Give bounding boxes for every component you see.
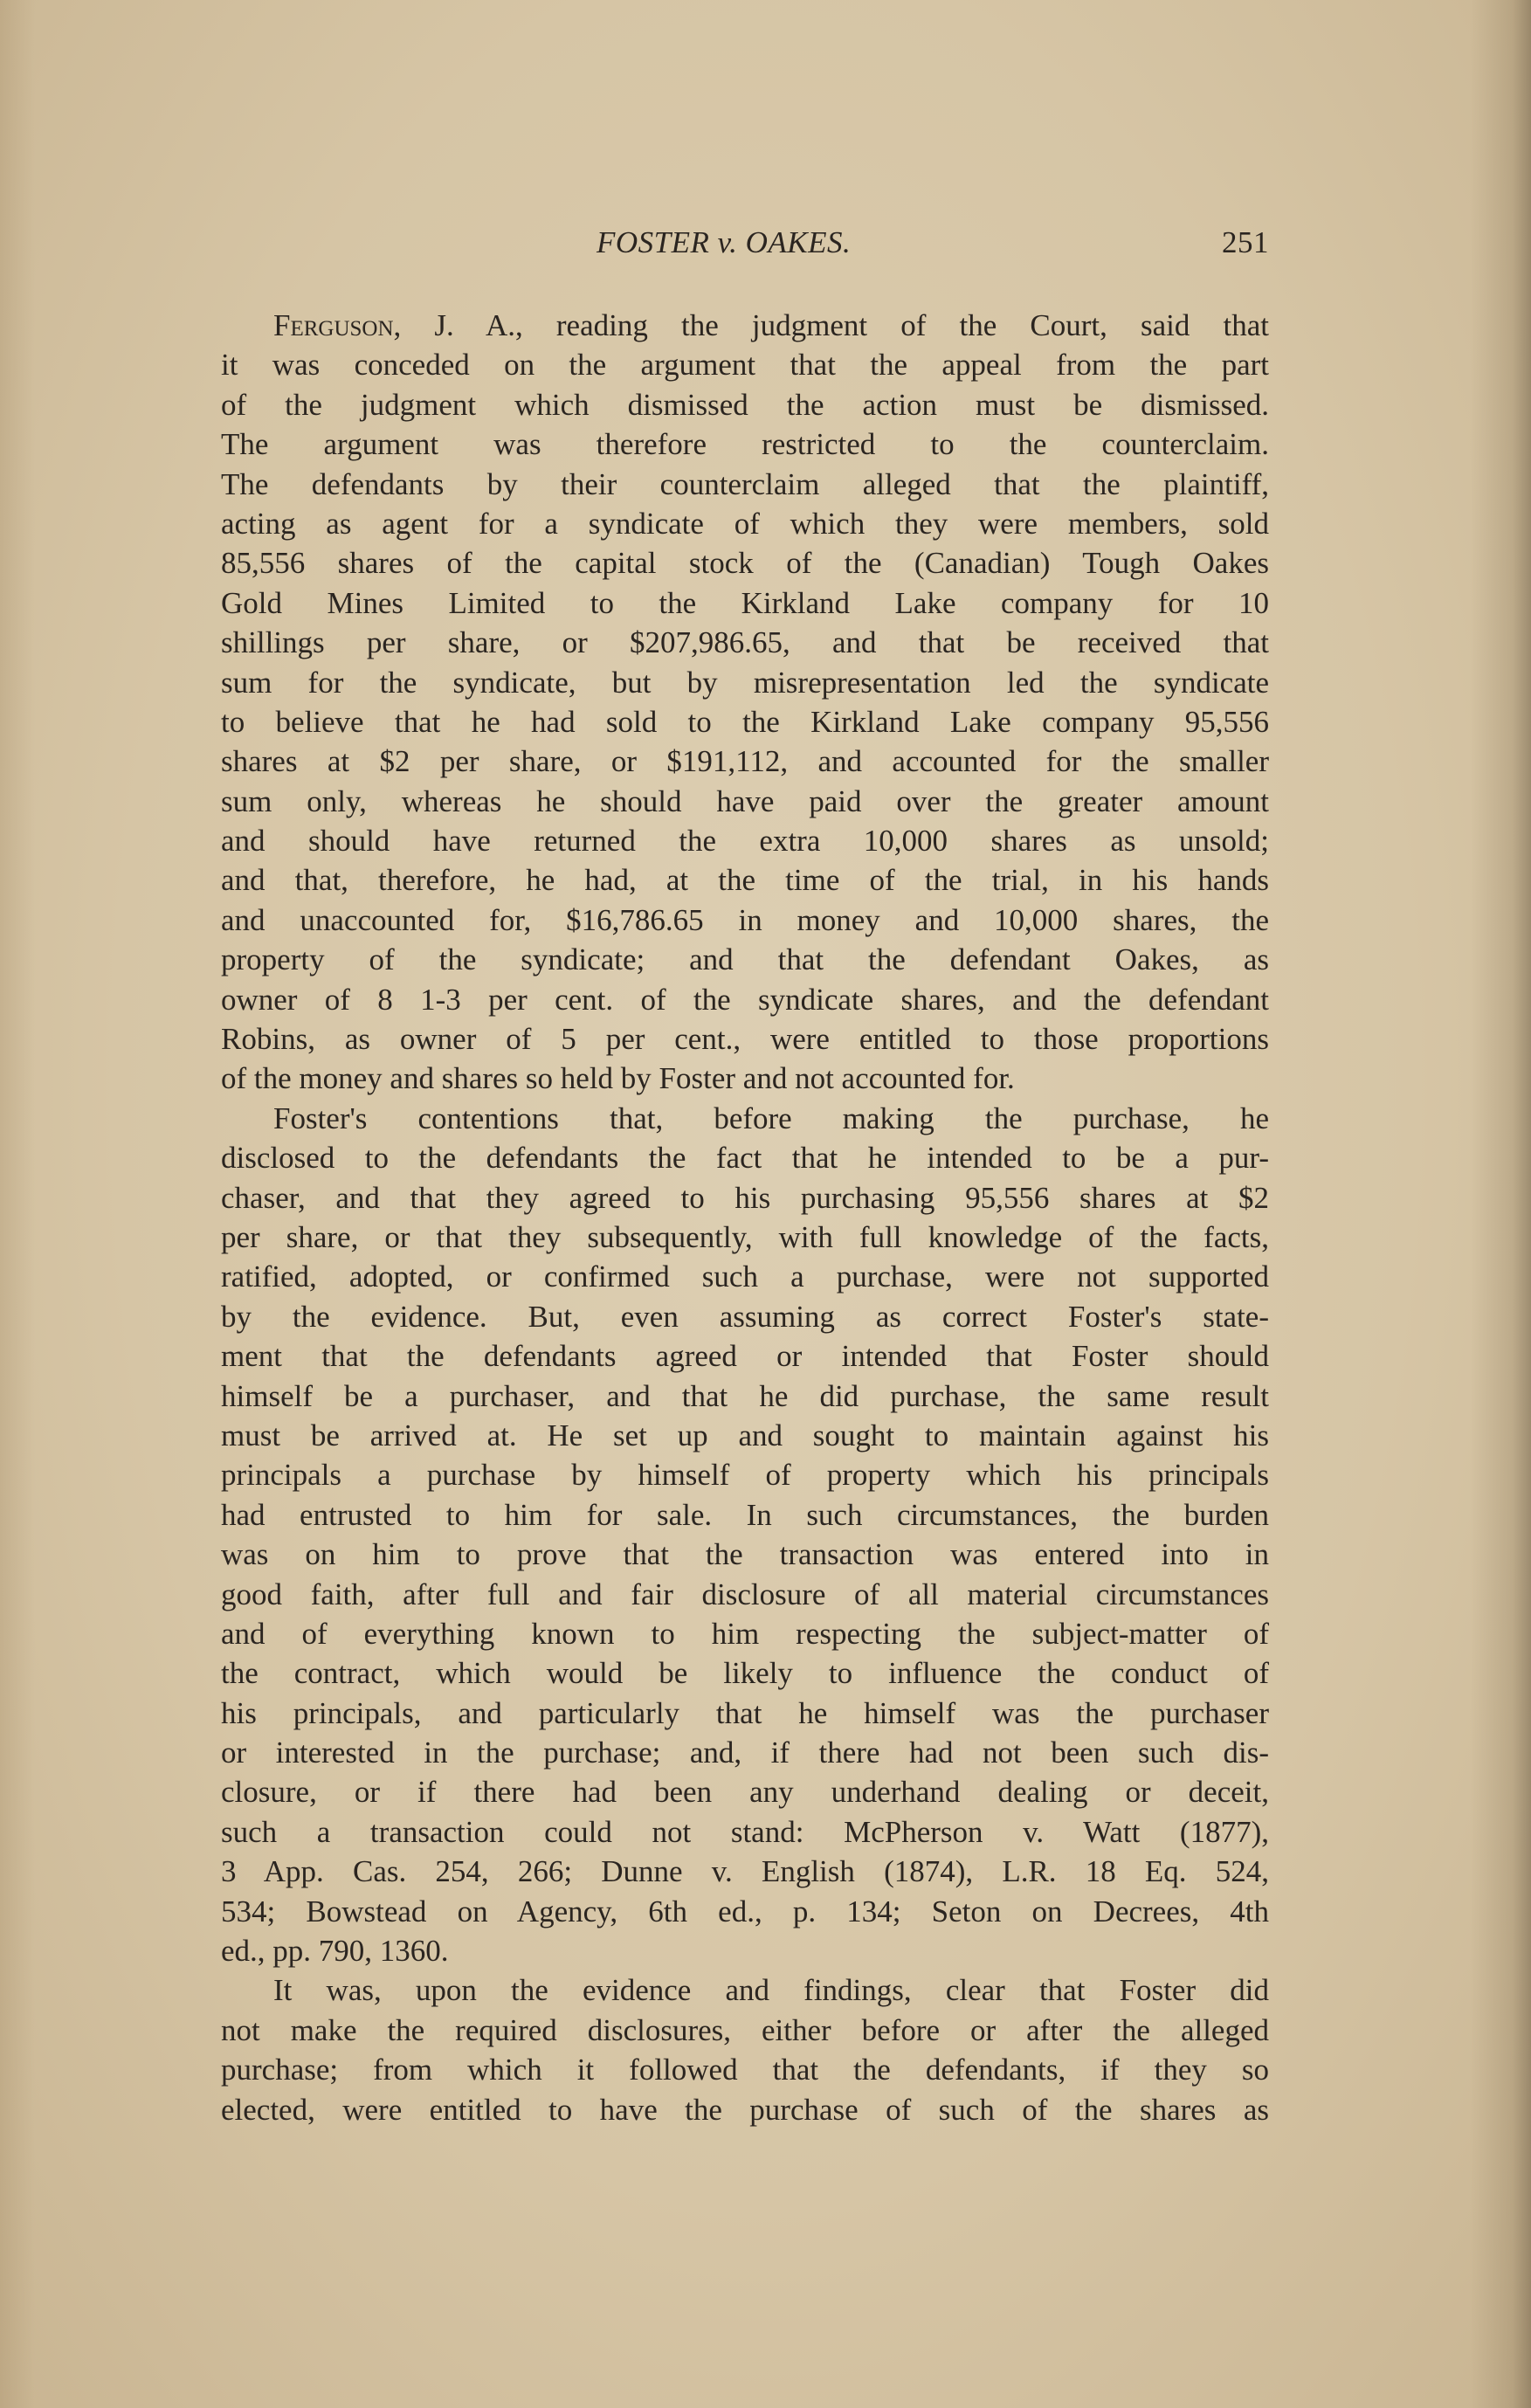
text-line: and of everything known to him respecting the subject-matter of [221, 1616, 1269, 1651]
text-line: not make the required disclosures, either before or after the alleged [221, 2012, 1269, 2047]
text-line: purchase; from which it followed that the defendants, if they so [221, 2053, 1269, 2087]
text-line: 534; Bowstead on Agency, 6th ed., p. 134; Seton on Decrees, 4th [221, 1894, 1269, 1928]
text-line: sum only, whereas he should have paid over the greater amount [221, 783, 1269, 818]
text-line: and unaccounted for, $16,786.65 in money and 10,000 shares, the [221, 902, 1269, 937]
body-text [221, 306, 1269, 2129]
text-line: such a transaction could not stand: McPherson v. Watt (1877), [221, 1814, 1269, 1849]
text-line: it was conceded on the argument that the appeal from the part [221, 348, 1269, 383]
page-number: 251 [1222, 225, 1269, 259]
text-line: closure, or if there had been any underhand dealing or deceit, [221, 1775, 1269, 1810]
text-line: shillings per share, or $207,986.65, and that be received that [221, 625, 1269, 660]
running-head [221, 225, 1269, 269]
text-line: property of the syndicate; and that the defendant Oakes, as [221, 942, 1269, 977]
text-line: his principals, and particularly that he himself was the purchaser [221, 1695, 1269, 1730]
text-line: elected, were entitled to have the purchase of such of the shares as [221, 2092, 1269, 2127]
text-line: principals a purchase by himself of property which his principals [221, 1458, 1269, 1493]
text-line: Foster's contentions that, before making the purchase, he [273, 1101, 1269, 1135]
text-line: had entrusted to him for sale. In such circumstances, the burden [221, 1497, 1269, 1532]
text-line: owner of 8 1-3 per cent. of the syndicate shares, and the defendant [221, 982, 1269, 1017]
page-gutter-shadow [1470, 0, 1531, 2408]
running-title: FOSTER v. OAKES. [597, 225, 852, 259]
text-line: must be arrived at. He set up and sought to maintain against his [221, 1418, 1269, 1452]
text-line: or interested in the purchase; and, if there had not been such dis- [221, 1735, 1269, 1770]
text-line: The defendants by their counterclaim alleged that the plaintiff, [221, 466, 1269, 501]
text-line: and that, therefore, he had, at the time of the trial, in his hands [221, 863, 1269, 898]
text-line: and should have returned the extra 10,000 shares as unsold; [221, 824, 1269, 859]
text-line: ment that the defendants agreed or intended that Foster should [221, 1339, 1269, 1374]
text-line: by the evidence. But, even assuming as correct Foster's state- [221, 1299, 1269, 1334]
text-line: The argument was therefore restricted to the counterclaim. [221, 427, 1269, 462]
text-line: per share, or that they subsequently, with full knowledge of the facts, [221, 1219, 1269, 1254]
text-line: himself be a purchaser, and that he did purchase, the same result [221, 1378, 1269, 1413]
text-line: 3 App. Cas. 254, 266; Dunne v. English (1874), L.R. 18 Eq. 524, [221, 1854, 1269, 1889]
text-line: good faith, after full and fair disclosure of all material circumstances [221, 1577, 1269, 1611]
text-line: to believe that he had sold to the Kirkland Lake company 95,556 [221, 704, 1269, 739]
text-line: disclosed to the defendants the fact that he intended to be a pur- [221, 1141, 1269, 1176]
text-line: Robins, as owner of 5 per cent., were entitled to those proportions [221, 1022, 1269, 1057]
text-line: It was, upon the evidence and findings, clear that Foster did [273, 1973, 1269, 2008]
text-line: sum for the syndicate, but by misrepresentation led the syndicate [221, 665, 1269, 700]
text-line: shares at $2 per share, or $191,112, and accounted for the smaller [221, 744, 1269, 779]
text-line: chaser, and that they agreed to his purchasing 95,556 shares at $2 [221, 1180, 1269, 1215]
text-line: acting as agent for a syndicate of which they were members, sold [221, 506, 1269, 541]
text-line: of the money and shares so held by Foster and not accounted for. [221, 1061, 1015, 1096]
text-line: the contract, which would be likely to influence the conduct of [221, 1656, 1269, 1691]
text-line: 85,556 shares of the capital stock of the (Canadian) Tough Oakes [221, 546, 1269, 581]
text-line: ed., pp. 790, 1360. [221, 1934, 449, 1969]
text-line: Gold Mines Limited to the Kirkland Lake company for 10 [221, 585, 1269, 620]
text-line: of the judgment which dismissed the action must be dismissed. [221, 387, 1269, 422]
judge-name: Ferguson [273, 308, 394, 342]
text-line: ratified, adopted, or confirmed such a purchase, were not supported [221, 1259, 1269, 1294]
page-left-edge [0, 0, 35, 2408]
text-line: Ferguson, J. A., reading the judgment of the Court, said that [273, 308, 1269, 342]
text-line: was on him to prove that the transaction was entered into in [221, 1537, 1269, 1572]
